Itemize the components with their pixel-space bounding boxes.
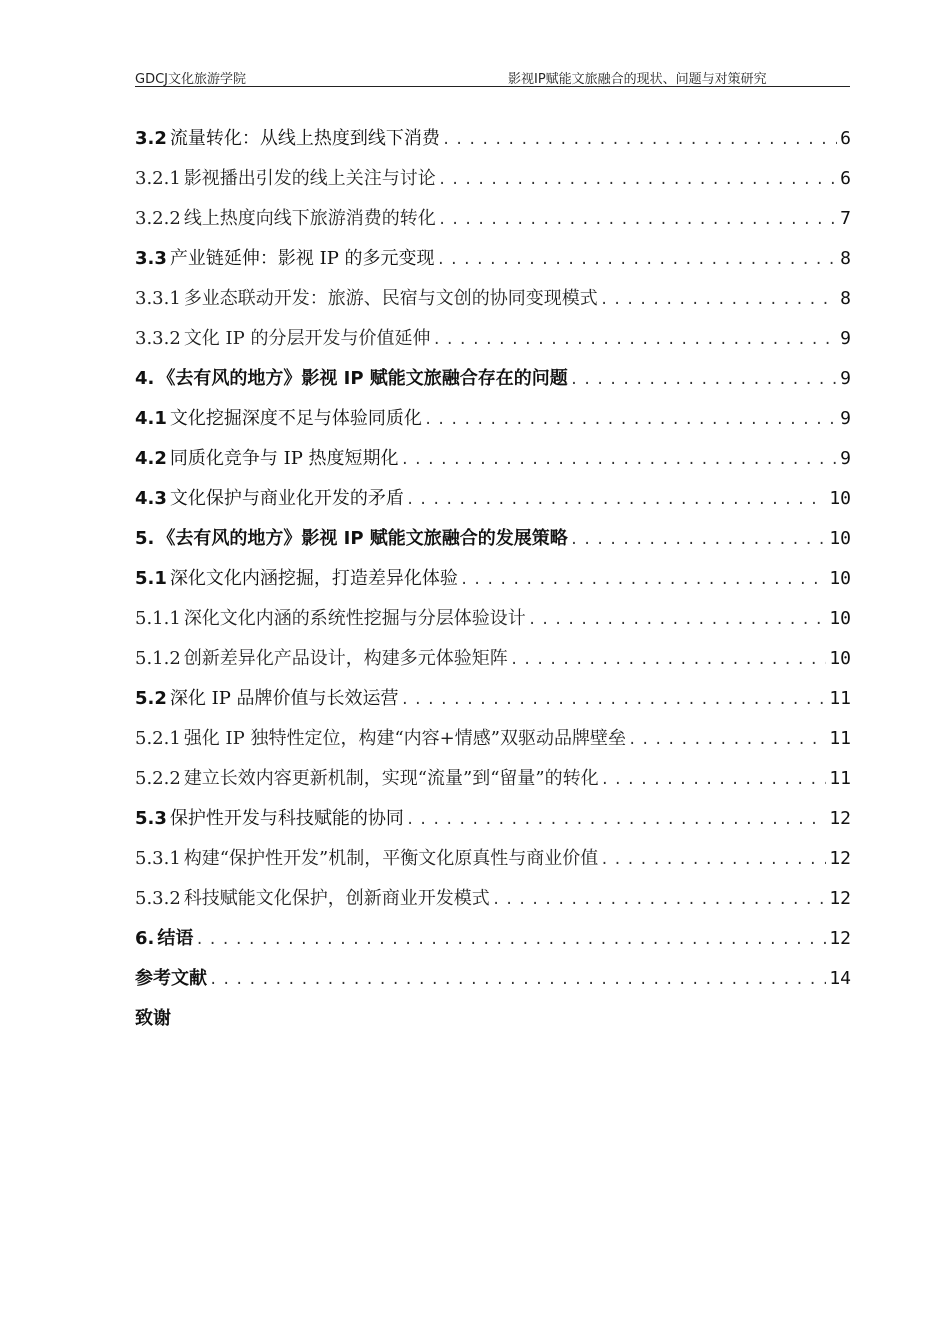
toc-entry-title: 线上热度向线下旅游消费的转化 bbox=[183, 208, 436, 229]
toc-entry-title: 深化文化内涵的系统性挖掘与分层体验设计 bbox=[183, 608, 526, 629]
toc-entry[interactable] bbox=[135, 599, 851, 639]
toc-entry-title: 文化保护与商业化开发的矛盾 bbox=[169, 488, 404, 509]
toc-entry-page: 8 bbox=[840, 248, 851, 269]
toc-entry[interactable] bbox=[135, 159, 851, 199]
toc-entry-page: 10 bbox=[829, 568, 851, 589]
toc-entry-title: 致谢 bbox=[135, 1008, 171, 1029]
toc-dot-leader bbox=[437, 240, 838, 279]
toc-entry[interactable] bbox=[135, 119, 851, 159]
toc-entry[interactable] bbox=[135, 199, 851, 239]
toc-entry-title: 产业链延伸：影视 IP 的多元变现 bbox=[169, 248, 435, 269]
toc-entry-page: 9 bbox=[840, 368, 851, 389]
toc-dot-leader bbox=[570, 360, 837, 399]
toc-entry-title: 同质化竞争与 IP 热度短期化 bbox=[169, 448, 399, 469]
toc-entry-title: 建立长效内容更新机制，实现“流量”到“留量”的转化 bbox=[183, 768, 599, 789]
toc-entry-title: 《去有风的地方》影视 IP 赋能文旅融合的发展策略 bbox=[157, 528, 568, 549]
toc-entry-number: 4. bbox=[135, 368, 155, 389]
toc-entry-number: 5.3.1 bbox=[135, 848, 181, 869]
toc-entry-number: 3.2.2 bbox=[135, 208, 181, 229]
toc-dot-leader bbox=[528, 600, 827, 639]
toc-entry-title: 文化 IP 的分层开发与价值延伸 bbox=[183, 328, 431, 349]
toc-entry-page: 7 bbox=[840, 208, 851, 229]
toc-dot-leader bbox=[438, 160, 837, 199]
toc-entry-title: 结语 bbox=[157, 928, 194, 949]
toc-dot-leader bbox=[424, 400, 837, 439]
toc-entry[interactable] bbox=[135, 959, 851, 999]
toc-entry-page: 12 bbox=[829, 888, 851, 909]
toc-entry-page: 14 bbox=[829, 968, 851, 989]
toc-dot-leader bbox=[432, 320, 837, 359]
toc-entry-number: 3.3.2 bbox=[135, 328, 181, 349]
toc-entry-page: 6 bbox=[840, 168, 851, 189]
toc-entry[interactable] bbox=[135, 439, 851, 479]
toc-entry[interactable] bbox=[135, 319, 851, 359]
toc-entry-number: 5.2 bbox=[135, 688, 167, 709]
page-header bbox=[135, 64, 850, 87]
toc-entry-number: 3.3.1 bbox=[135, 288, 181, 309]
toc-entry[interactable] bbox=[135, 519, 851, 559]
toc-dot-leader bbox=[406, 800, 826, 839]
toc-entry-number: 5.2.1 bbox=[135, 728, 181, 749]
toc-entry[interactable] bbox=[135, 839, 851, 879]
toc-entry-page: 6 bbox=[840, 128, 851, 149]
toc-entry-title: 构建“保护性开发”机制，平衡文化原真性与商业价值 bbox=[183, 848, 599, 869]
toc-entry-number: 3.2.1 bbox=[135, 168, 181, 189]
toc-entry[interactable] bbox=[135, 679, 851, 719]
toc-entry[interactable] bbox=[135, 879, 851, 919]
toc-dot-leader bbox=[628, 720, 826, 759]
toc-entry[interactable] bbox=[135, 799, 851, 839]
toc-entry[interactable] bbox=[135, 719, 851, 759]
toc-dot-leader bbox=[438, 200, 837, 239]
table-of-contents bbox=[135, 119, 851, 1039]
toc-entry-number: 5.1.2 bbox=[135, 648, 181, 669]
toc-entry-page: 9 bbox=[840, 448, 851, 469]
toc-entry-page: 9 bbox=[840, 328, 851, 349]
toc-entry[interactable] bbox=[135, 359, 851, 399]
toc-entry-page: 8 bbox=[840, 288, 851, 309]
toc-dot-leader bbox=[460, 560, 826, 599]
toc-entry-page: 9 bbox=[840, 408, 851, 429]
toc-entry-number: 5.3 bbox=[135, 808, 167, 829]
toc-entry-page: 11 bbox=[829, 728, 851, 749]
toc-dot-leader bbox=[601, 760, 827, 799]
toc-dot-leader bbox=[600, 840, 826, 879]
toc-entry-title: 《去有风的地方》影视 IP 赋能文旅融合存在的问题 bbox=[157, 368, 568, 389]
toc-entry-page: 10 bbox=[829, 648, 851, 669]
toc-entry-number: 4.1 bbox=[135, 408, 167, 429]
toc-dot-leader bbox=[492, 880, 827, 919]
header-thesis-title: 影视IP赋能文旅融合的现状、问题与对策研究 bbox=[508, 72, 767, 87]
toc-entry[interactable] bbox=[135, 479, 851, 519]
toc-entry[interactable] bbox=[135, 919, 851, 959]
toc-dot-leader bbox=[510, 640, 827, 679]
toc-entry-number: 6. bbox=[135, 928, 155, 949]
toc-entry-number: 5.1 bbox=[135, 568, 167, 589]
toc-entry-page: 12 bbox=[829, 848, 851, 869]
toc-entry-title: 保护性开发与科技赋能的协同 bbox=[169, 808, 404, 829]
header-institution: GDCJ文化旅游学院 bbox=[135, 72, 246, 87]
toc-entry-page: 12 bbox=[829, 808, 851, 829]
toc-entry-number: 3.3 bbox=[135, 248, 167, 269]
toc-entry-title: 强化 IP 独特性定位，构建“内容+情感”双驱动品牌壁垒 bbox=[183, 728, 626, 749]
toc-entry-page: 10 bbox=[829, 608, 851, 629]
toc-dot-leader bbox=[209, 960, 826, 999]
toc-entry-title: 影视播出引发的线上关注与讨论 bbox=[183, 168, 436, 189]
toc-entry-title: 流量转化：从线上热度到线下消费 bbox=[169, 128, 440, 149]
toc-entry-title: 文化挖掘深度不足与体验同质化 bbox=[169, 408, 422, 429]
toc-entry-page: 12 bbox=[829, 928, 851, 949]
toc-entry[interactable] bbox=[135, 399, 851, 439]
toc-entry[interactable] bbox=[135, 639, 851, 679]
toc-entry-title: 科技赋能文化保护，创新商业开发模式 bbox=[183, 888, 490, 909]
toc-entry[interactable] bbox=[135, 279, 851, 319]
toc-entry-number: 5.1.1 bbox=[135, 608, 181, 629]
toc-entry-number: 5.3.2 bbox=[135, 888, 181, 909]
toc-entry-page: 11 bbox=[829, 688, 851, 709]
toc-entry-title: 深化 IP 品牌价值与长效运营 bbox=[169, 688, 399, 709]
toc-entry[interactable] bbox=[135, 559, 851, 599]
toc-entry-number: 4.3 bbox=[135, 488, 167, 509]
toc-dot-leader bbox=[600, 280, 837, 319]
toc-entry-page: 10 bbox=[829, 488, 851, 509]
toc-entry-number: 4.2 bbox=[135, 448, 167, 469]
toc-dot-leader bbox=[442, 120, 837, 159]
toc-entry-number: 3.2 bbox=[135, 128, 167, 149]
toc-entry[interactable] bbox=[135, 239, 851, 279]
toc-entry-number: 5. bbox=[135, 528, 155, 549]
toc-entry-title: 深化文化内涵挖掘，打造差异化体验 bbox=[169, 568, 458, 589]
toc-entry[interactable] bbox=[135, 999, 851, 1039]
toc-dot-leader bbox=[570, 520, 827, 559]
toc-dot-leader bbox=[401, 680, 827, 719]
toc-entry-page: 10 bbox=[829, 528, 851, 549]
toc-entry-title: 创新差异化产品设计，构建多元体验矩阵 bbox=[183, 648, 508, 669]
toc-dot-leader bbox=[406, 480, 826, 519]
toc-entry[interactable] bbox=[135, 759, 851, 799]
toc-entry-page: 11 bbox=[829, 768, 851, 789]
toc-dot-leader bbox=[401, 440, 838, 479]
toc-entry-number: 5.2.2 bbox=[135, 768, 181, 789]
toc-entry-title: 参考文献 bbox=[135, 968, 207, 989]
toc-dot-leader bbox=[195, 920, 826, 959]
toc-entry-title: 多业态联动开发：旅游、民宿与文创的协同变现模式 bbox=[183, 288, 598, 309]
